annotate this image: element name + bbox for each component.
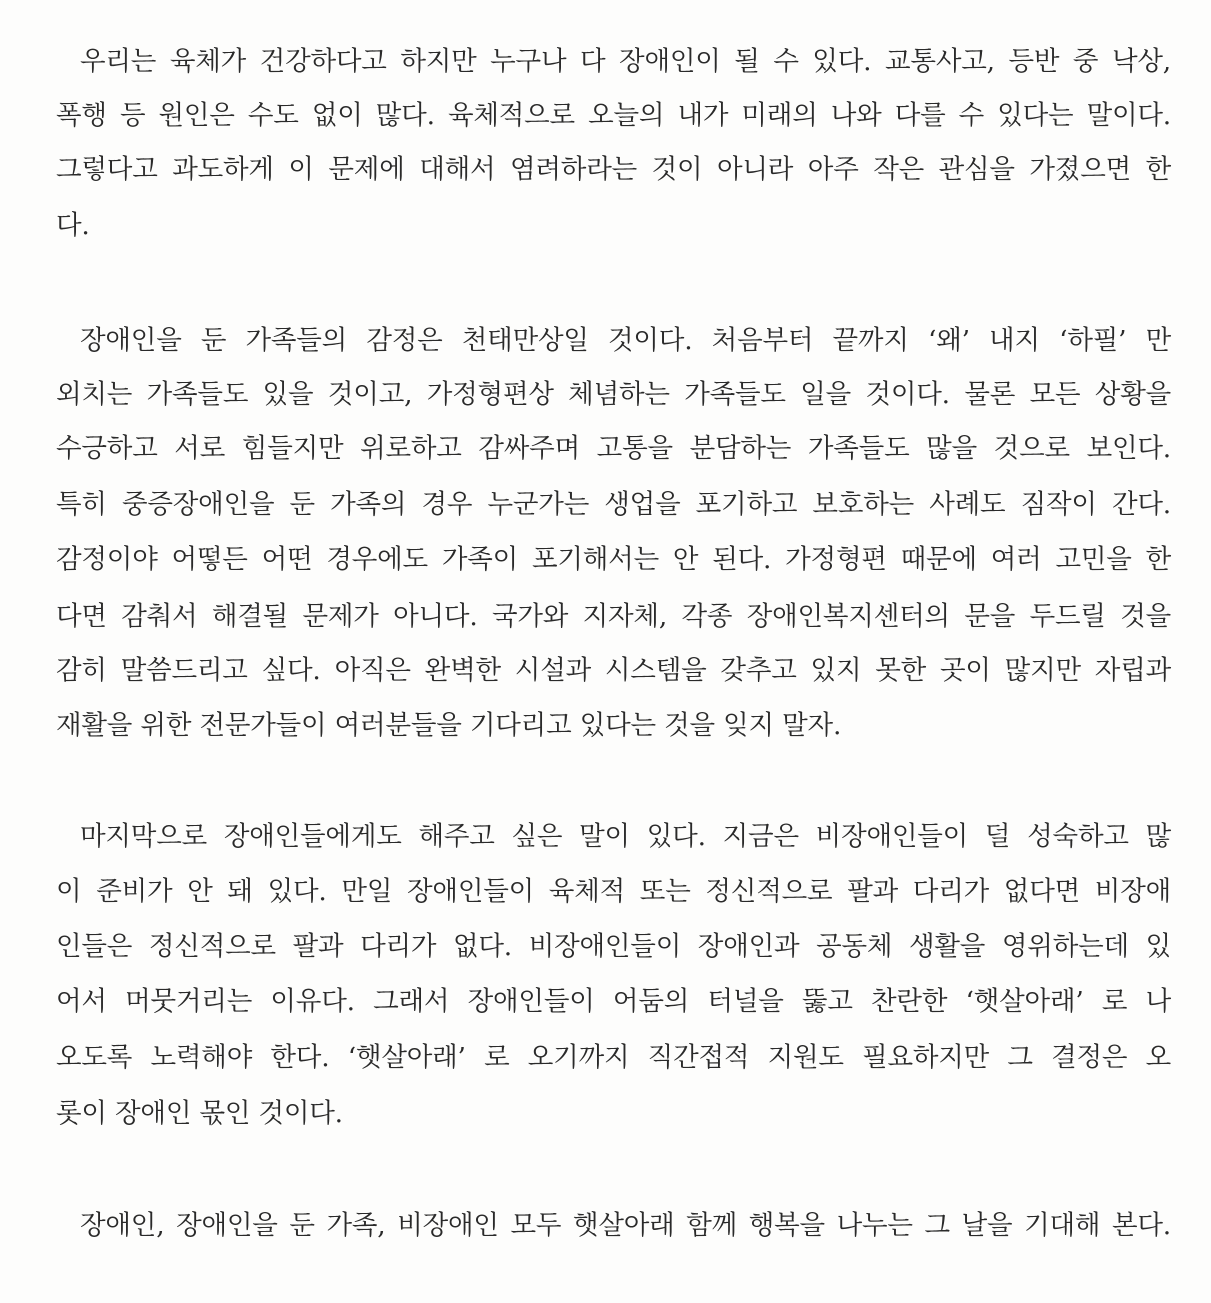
text-line: 폭행 등 원인은 수도 없이 많다. 육체적으로 오늘의 내가 미래의 나와 다를 수 있다는 말이다. xyxy=(56,100,1171,131)
text-line: 다. xyxy=(56,210,90,241)
text-line: 마지막으로 장애인들에게도 해주고 싶은 말이 있다. 지금은 비장애인들이 덜 성숙하고 많 xyxy=(80,821,1171,852)
text-line: 이 준비가 안 돼 있다. 만일 장애인들이 육체적 또는 정신적으로 팔과 다리가 없다면 비장애 xyxy=(56,876,1171,907)
text-line: 어서 머뭇거리는 이유다. 그래서 장애인들이 어둠의 터널을 뚫고 찬란한 ‘햇살아래’ 로 나 xyxy=(56,986,1171,1017)
text-line: 감히 말씀드리고 싶다. 아직은 완벽한 시설과 시스템을 갖추고 있지 못한 곳이 많지만 자립과 xyxy=(56,655,1171,686)
text-line: 우리는 육체가 건강하다고 하지만 누구나 다 장애인이 될 수 있다. 교통사고, 등반 중 낙상, xyxy=(80,46,1171,77)
text-line: 재활을 위한 전문가들이 여러분들을 기다리고 있다는 것을 잊지 말자. xyxy=(56,710,842,741)
text-line: 특히 중증장애인을 둔 가족의 경우 누군가는 생업을 포기하고 보호하는 사례도 짐작이 간다. xyxy=(56,489,1171,520)
text-line: 인들은 정신적으로 팔과 다리가 없다. 비장애인들이 장애인과 공동체 생활을 영위하는데 있 xyxy=(56,931,1171,962)
text-line: 장애인을 둔 가족들의 감정은 천태만상일 것이다. 처음부터 끝까지 ‘왜’ 내지 ‘하필’ 만 xyxy=(80,325,1171,356)
text-line: 다면 감춰서 해결될 문제가 아니다. 국가와 지자체, 각종 장애인복지센터의 문을 두드릴 것을 xyxy=(56,601,1171,632)
text-line: 그렇다고 과도하게 이 문제에 대해서 염려하라는 것이 아니라 아주 작은 관심을 가졌으면 한 xyxy=(56,154,1171,185)
text-line: 외치는 가족들도 있을 것이고, 가정형편상 체념하는 가족들도 일을 것이다. 물론 모든 상황을 xyxy=(56,379,1171,410)
text-line: 장애인, 장애인을 둔 가족, 비장애인 모두 햇살아래 함께 행복을 나누는 그 날을 기대해 본다. xyxy=(80,1210,1171,1241)
text-line: 오도록 노력해야 한다. ‘햇살아래’ 로 오기까지 직간접적 지원도 필요하지만 그 결정은 오 xyxy=(56,1042,1171,1073)
text-line: 롯이 장애인 몫인 것이다. xyxy=(56,1098,343,1129)
text-line: 감정이야 어떻든 어떤 경우에도 가족이 포기해서는 안 된다. 가정형편 때문에 여러 고민을 한 xyxy=(56,544,1171,575)
text-line: 수긍하고 서로 힘들지만 위로하고 감싸주며 고통을 분담하는 가족들도 많을 것으로 보인다. xyxy=(56,433,1171,464)
